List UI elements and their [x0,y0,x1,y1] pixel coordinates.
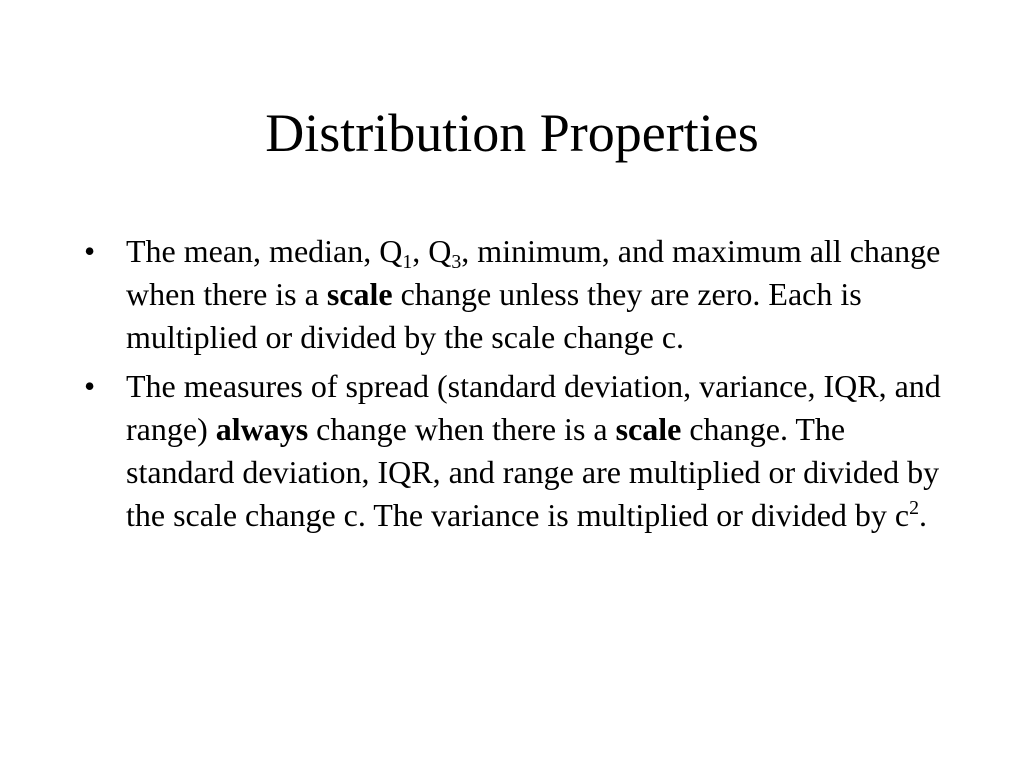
text-run: , minimum, and maximum all change when there is a [126,233,941,312]
bullet-list [84,230,944,543]
bold-text: scale [326,276,393,312]
bullet-item-scale-center [84,230,944,359]
slide-title: Distribution Properties [265,103,759,163]
subscript: 1 [402,250,413,273]
bold-text: always [215,411,309,447]
bullet-dot-icon: • [84,233,96,269]
bold-text: scale [615,411,682,447]
text-run: The mean, median, Q [126,233,403,269]
text-run: , Q [412,233,452,269]
text-run: . [919,497,928,533]
text-run: change unless they are zero. Each is multiplied or divided by the scale change c. [126,276,862,355]
bullet-dot-icon: • [84,368,96,404]
superscript: 2 [909,497,920,520]
text-run: The measures of spread (standard deviation, variance, IQR, and range) [126,368,941,447]
subscript: 3 [451,250,462,273]
text-run: change. The standard deviation, IQR, and range are multiplied or divided by the scale change c. The variance is multiplied or divided by c [126,411,940,533]
bullet-text [126,368,941,533]
bullet-item-scale-spread [84,365,944,537]
text-run: change when there is a [308,411,616,447]
bullet-text [126,233,940,355]
